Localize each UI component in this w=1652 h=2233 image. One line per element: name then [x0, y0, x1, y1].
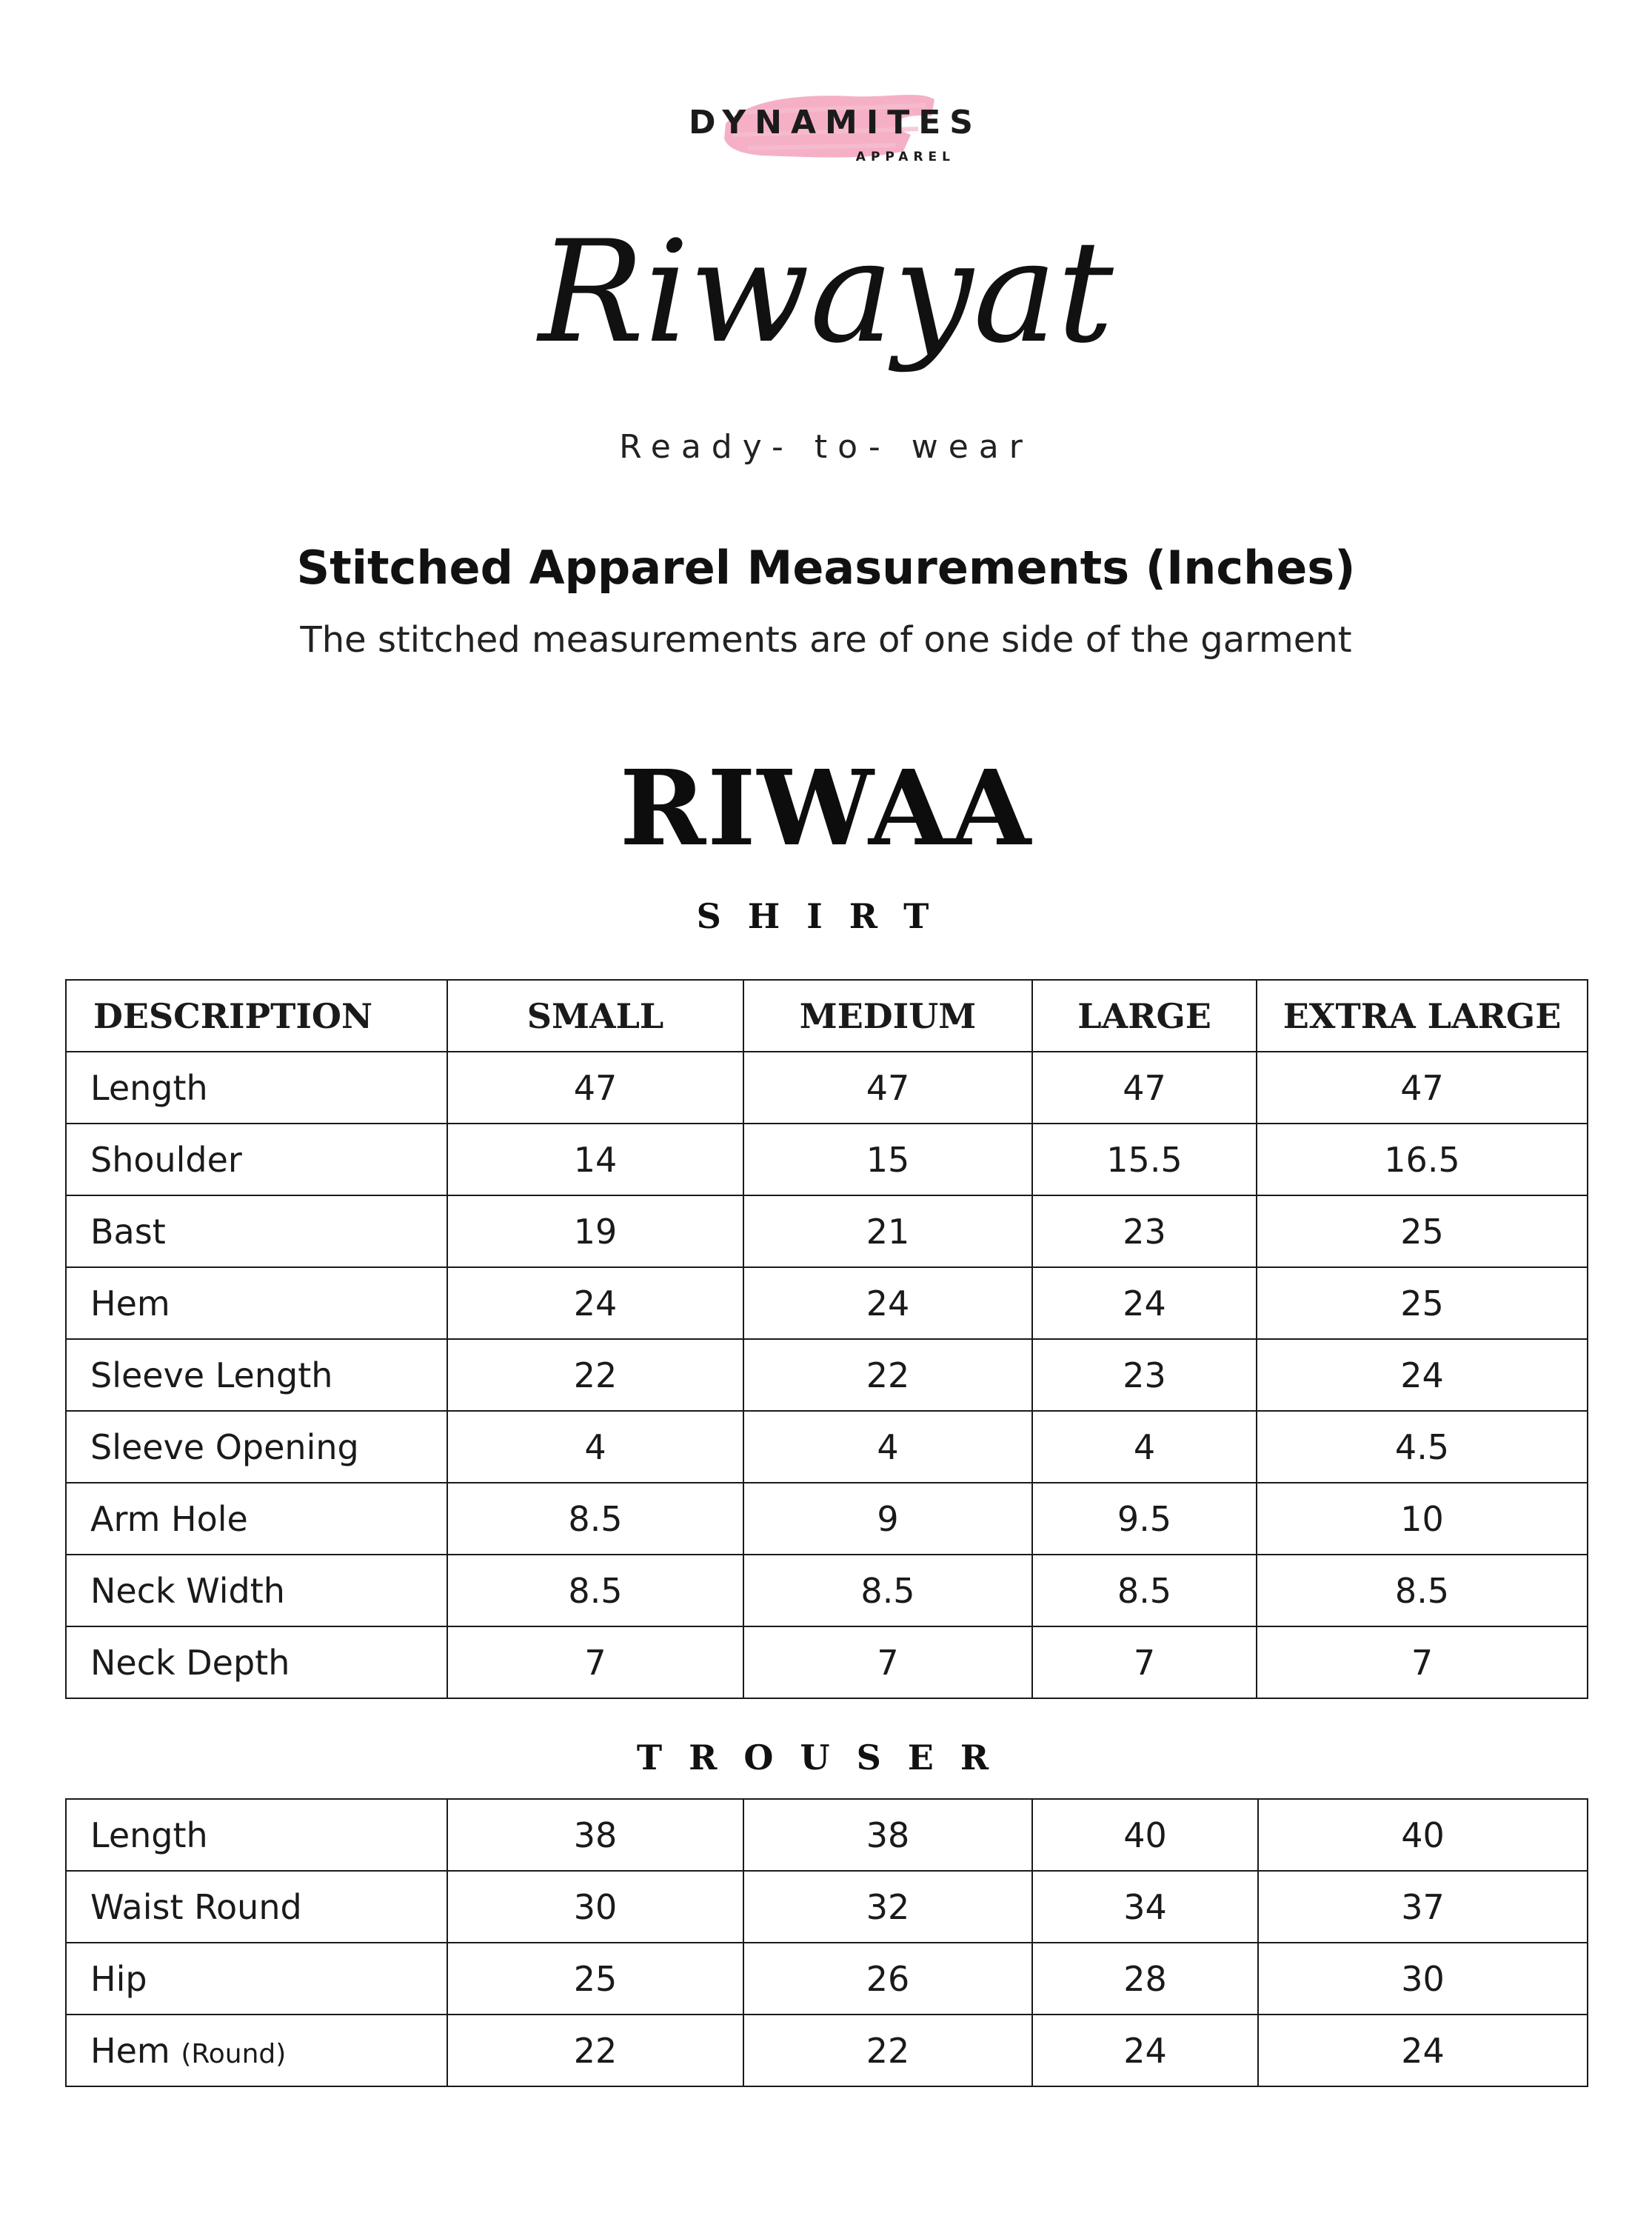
size-value-cell: 38 [743, 1799, 1032, 1871]
size-value-cell: 24 [1258, 2015, 1588, 2086]
trouser-size-table [65, 1798, 1588, 2087]
row-label-text: Bast [90, 1211, 166, 1252]
row-label [66, 1626, 447, 1698]
size-value-cell: 34 [1032, 1871, 1258, 1943]
size-value-cell: 47 [1032, 1052, 1257, 1124]
row-label [66, 1411, 447, 1483]
tagline: Ready- to- wear [619, 428, 1033, 466]
size-value-cell: 8.5 [447, 1555, 743, 1626]
shirt-section-title: SHIRT [696, 896, 956, 936]
size-value-cell: 4.5 [1257, 1411, 1588, 1483]
column-header: LARGE [1032, 980, 1257, 1052]
size-value-cell: 4 [743, 1411, 1032, 1483]
column-header: EXTRA LARGE [1257, 980, 1588, 1052]
size-value-cell: 8.5 [1032, 1555, 1257, 1626]
size-value-cell: 24 [1032, 2015, 1258, 2086]
row-label-text: Shoulder [90, 1139, 242, 1180]
size-value-cell: 15 [743, 1124, 1032, 1195]
size-value-cell: 21 [743, 1195, 1032, 1267]
row-label-text: Hem [90, 1283, 170, 1324]
size-value-cell: 22 [447, 1339, 743, 1411]
size-value-cell: 23 [1032, 1195, 1257, 1267]
row-label [66, 1124, 447, 1195]
table-row [66, 1483, 1588, 1555]
table-row [66, 1195, 1588, 1267]
table-row [66, 1871, 1588, 1943]
size-value-cell: 30 [447, 1871, 743, 1943]
row-label [66, 1871, 447, 1943]
row-label-text: Hip [90, 1958, 147, 1999]
size-value-cell: 26 [743, 1943, 1032, 2015]
size-value-cell: 23 [1032, 1339, 1257, 1411]
row-label [66, 1195, 447, 1267]
row-label-text: Sleeve Opening [90, 1426, 359, 1467]
row-label [66, 1267, 447, 1339]
row-label-text: Neck Depth [90, 1642, 290, 1683]
size-value-cell: 10 [1257, 1483, 1588, 1555]
table-row [66, 1626, 1588, 1698]
trouser-section-title: TROUSER [636, 1738, 1016, 1778]
row-label [66, 1483, 447, 1555]
table-row [66, 1339, 1588, 1411]
size-value-cell: 9.5 [1032, 1483, 1257, 1555]
row-label-text: Length [90, 1815, 208, 1855]
size-value-cell: 9 [743, 1483, 1032, 1555]
measurement-note: The stitched measurements are of one side of the garment [300, 619, 1352, 661]
size-value-cell: 7 [743, 1626, 1032, 1698]
size-value-cell: 47 [447, 1052, 743, 1124]
size-value-cell: 7 [1257, 1626, 1588, 1698]
size-value-cell: 4 [447, 1411, 743, 1483]
table-row [66, 1943, 1588, 2015]
size-value-cell: 38 [447, 1799, 743, 1871]
row-label-text: Length [90, 1067, 208, 1108]
table-row [66, 1052, 1588, 1124]
row-label-note: (Round) [181, 2038, 287, 2069]
size-value-cell: 4 [1032, 1411, 1257, 1483]
row-label [66, 1555, 447, 1626]
row-label [66, 1799, 447, 1871]
column-header: SMALL [447, 980, 743, 1052]
size-value-cell: 25 [1257, 1267, 1588, 1339]
size-value-cell: 37 [1258, 1871, 1588, 1943]
row-label [66, 1339, 447, 1411]
size-value-cell: 24 [1032, 1267, 1257, 1339]
size-value-cell: 16.5 [1257, 1124, 1588, 1195]
table-row [66, 1555, 1588, 1626]
size-value-cell: 8.5 [447, 1483, 743, 1555]
size-value-cell: 32 [743, 1871, 1032, 1943]
size-value-cell: 24 [447, 1267, 743, 1339]
size-value-cell: 22 [743, 2015, 1032, 2086]
collection-name: Riwayat [538, 210, 1114, 374]
row-label-text: Arm Hole [90, 1498, 248, 1539]
size-value-cell: 8.5 [1257, 1555, 1588, 1626]
size-value-cell: 14 [447, 1124, 743, 1195]
size-value-cell: 47 [743, 1052, 1032, 1124]
table-row [66, 2015, 1588, 2086]
size-value-cell: 28 [1032, 1943, 1258, 2015]
row-label [66, 1052, 447, 1124]
size-value-cell: 19 [447, 1195, 743, 1267]
size-value-cell: 24 [1257, 1339, 1588, 1411]
size-value-cell: 8.5 [743, 1555, 1032, 1626]
row-label-text: Neck Width [90, 1570, 285, 1611]
brand-name: DYNAMITES [689, 104, 982, 141]
size-value-cell: 7 [447, 1626, 743, 1698]
size-value-cell: 25 [1257, 1195, 1588, 1267]
table-row [66, 1411, 1588, 1483]
size-value-cell: 15.5 [1032, 1124, 1257, 1195]
brand-logo [689, 67, 982, 178]
table-header-row [66, 980, 1588, 1052]
brand-subtitle: APPAREL [855, 150, 955, 164]
row-label-text: Waist Round [90, 1886, 302, 1927]
size-value-cell: 47 [1257, 1052, 1588, 1124]
size-value-cell: 40 [1258, 1799, 1588, 1871]
column-header: DESCRIPTION [66, 980, 447, 1052]
column-header: MEDIUM [743, 980, 1032, 1052]
size-value-cell: 40 [1032, 1799, 1258, 1871]
size-value-cell: 22 [447, 2015, 743, 2086]
row-label [66, 1943, 447, 2015]
table-row [66, 1267, 1588, 1339]
document-title: Stitched Apparel Measurements (Inches) [296, 541, 1356, 595]
table-row [66, 1799, 1588, 1871]
product-name: RIWAA [619, 748, 1033, 869]
size-value-cell: 24 [743, 1267, 1032, 1339]
row-label-text: Hem [90, 2030, 170, 2071]
shirt-size-table [65, 979, 1588, 1699]
row-label [66, 2015, 447, 2086]
table-row [66, 1124, 1588, 1195]
size-value-cell: 25 [447, 1943, 743, 2015]
size-value-cell: 7 [1032, 1626, 1257, 1698]
size-value-cell: 22 [743, 1339, 1032, 1411]
size-value-cell: 30 [1258, 1943, 1588, 2015]
row-label-text: Sleeve Length [90, 1355, 333, 1395]
